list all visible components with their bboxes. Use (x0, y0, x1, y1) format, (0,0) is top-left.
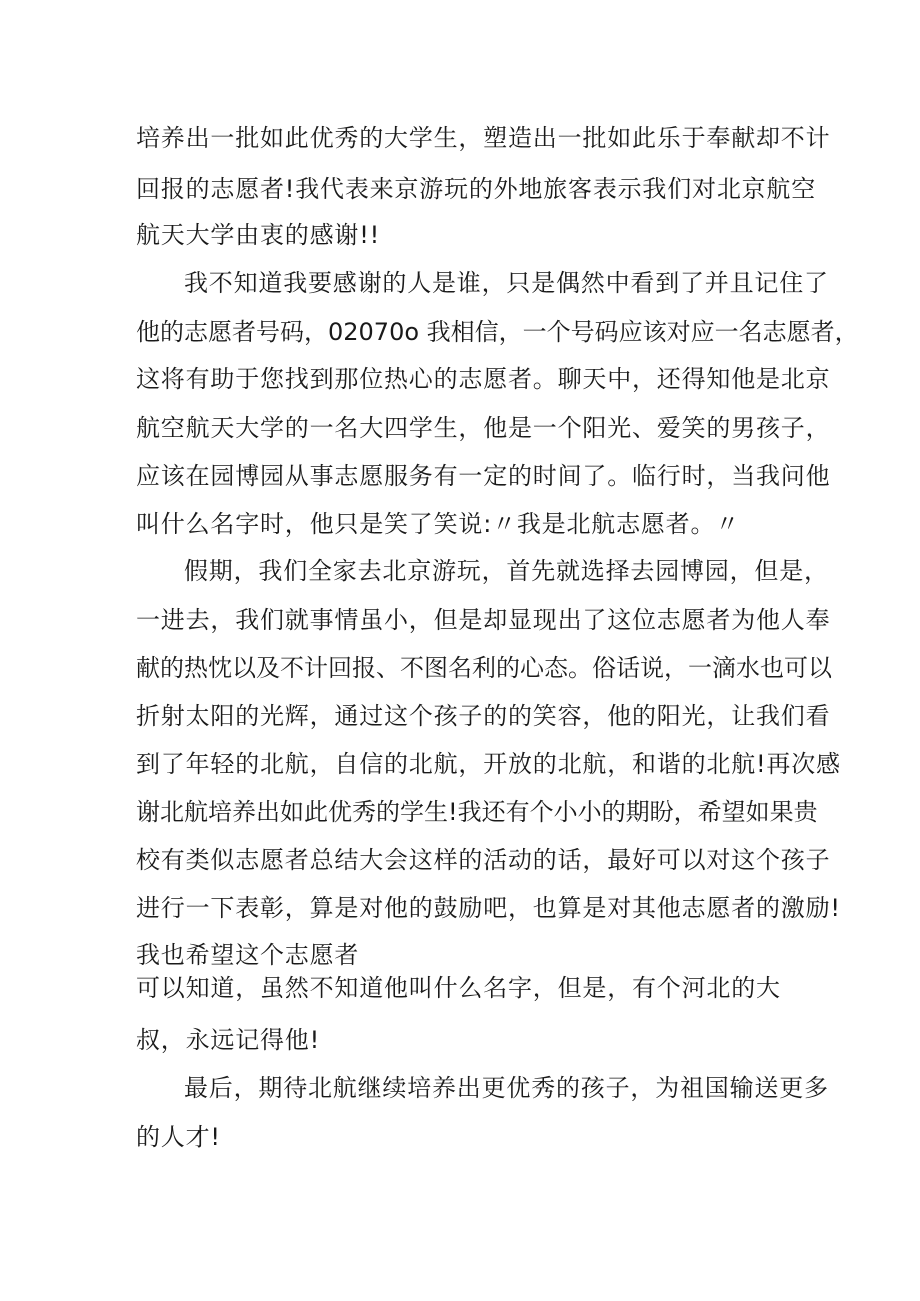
text-line: 假期，我们全家去北京游玩，首先就选择去园博园，但是， (184, 557, 829, 585)
text-line: 谢北航培养出如此优秀的学生!我还有个小小的期盼，希望如果贵 (136, 798, 818, 826)
text-line: 最后，期待北航继续培养出更优秀的孩子，为祖国输送更多 (184, 1074, 829, 1102)
text-line: 我不知道我要感谢的人是谁，只是偶然中看到了并且记住了 (184, 269, 829, 297)
text-line: 航空航天大学的一名大四学生，他是一个阳光、爱笑的男孩子， (136, 414, 831, 442)
text-line: 的人才! (136, 1123, 221, 1151)
text-line: 叫什么名字时，他只是笑了笑说:〃我是北航志愿者。〃 (136, 510, 741, 538)
text-line: 这将有助于您找到那位热心的志愿者。聊天中，还得知他是北京 (136, 365, 831, 393)
text-line: 到了年轻的北航，自信的北航，开放的北航，和谐的北航!再次感 (136, 750, 841, 778)
text-line: 我也希望这个志愿者 (136, 941, 360, 969)
text-line: 折射太阳的光辉，通过这个孩子的的笑容，他的阳光，让我们看 (136, 702, 831, 730)
text-line: 进行一下表彰，算是对他的鼓励吧，也算是对其他志愿者的激励! (136, 894, 841, 922)
text-line: 校有类似志愿者总结大会这样的活动的话，最好可以对这个孩子 (136, 846, 831, 874)
text-line: 回报的志愿者!我代表来京游玩的外地旅客表示我们对北京航空 (136, 175, 817, 203)
text-line: 他的志愿者号码，02070o 我相信，一个号码应该对应一名志愿者， (136, 318, 859, 346)
text-line: 可以知道，虽然不知道他叫什么名字，但是，有个河北的大 (136, 974, 781, 1002)
text-line: 应该在园博园从事志愿服务有一定的时间了。临行时，当我问他 (136, 462, 831, 490)
text-line: 叔，永远记得他! (136, 1026, 321, 1054)
text-line: 航天大学由衷的感谢!! (136, 221, 381, 249)
text-line: 培养出一批如此优秀的大学生，塑造出一批如此乐于奉献却不计 (136, 124, 831, 152)
text-line: 一进去，我们就事情虽小，但是却显现出了这位志愿者为他人奉 (136, 606, 831, 634)
text-line: 献的热忱以及不计回报、不图名利的心态。俗话说，一滴水也可以 (136, 654, 832, 682)
